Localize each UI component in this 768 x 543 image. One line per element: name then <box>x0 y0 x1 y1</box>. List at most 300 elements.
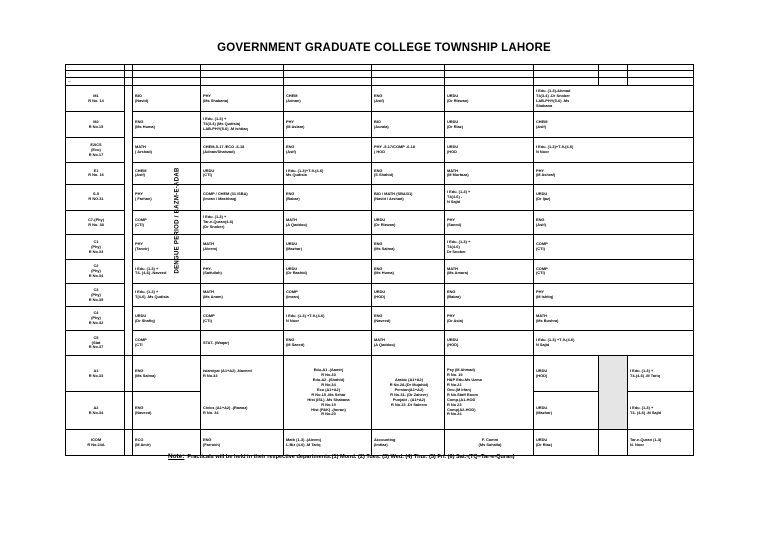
cell-line: R No.33 <box>88 248 104 254</box>
cell-line: Edu-A1 -(Aamir) <box>313 367 344 373</box>
cell-line: ENG <box>374 312 383 318</box>
timetable-cell <box>372 235 445 259</box>
timetable-cell <box>445 307 534 330</box>
timetable-cell <box>284 284 372 307</box>
timetable-cell <box>284 307 372 330</box>
cell-line: Tar-e-Quran(4-6) <box>203 219 234 225</box>
cell-line: (Navid / Arshad) <box>374 196 404 202</box>
cell-line: ENG <box>374 241 383 247</box>
timetable-cell <box>445 211 534 235</box>
cell-line: Psy (M Ahmad) <box>447 367 475 373</box>
cell-line: R No.34 <box>88 272 104 278</box>
timetable-cell <box>445 259 534 283</box>
timetable-cell <box>133 356 201 392</box>
cell-line: (Asif) <box>135 172 145 178</box>
timetable-cell <box>284 184 372 211</box>
cell-line: (M Ishtiq) <box>536 294 554 300</box>
cell-line: URDU <box>447 337 459 343</box>
timetable-cell <box>201 137 284 162</box>
cell-line: (M Murtaza) <box>447 172 469 178</box>
cell-line: I Edu. (1-3)+T-9-(4-6) <box>286 167 324 173</box>
cell-line: ENG <box>135 118 144 124</box>
timetable-cell <box>133 211 201 235</box>
empty-cell <box>125 392 133 430</box>
timetable-cell <box>284 235 372 259</box>
cell-line: ENG <box>374 265 383 271</box>
timetable-cell <box>372 137 445 162</box>
class-cell <box>66 112 125 137</box>
cell-line: (Dr Snober) <box>203 224 225 230</box>
cell-line: (CTI) <box>536 270 545 276</box>
cell-line: E1 <box>93 167 99 173</box>
page-title: GOVERNMENT GRADUATE COLLEGE TOWNSHIP LAHORE <box>217 42 551 54</box>
cell-line: C5 <box>93 334 99 340</box>
cell-line: PHY <box>286 118 294 124</box>
cell-line: Shabana <box>536 102 553 108</box>
cell-line: COMP <box>135 337 147 343</box>
cell-line: PHY <box>203 92 211 98</box>
cell-line: ENG <box>135 367 144 373</box>
timetable-cell <box>133 284 201 307</box>
cell-line: (CTI) <box>203 317 212 323</box>
timetable-cell <box>628 356 694 392</box>
cell-line: R No. 38 <box>88 221 104 227</box>
timetable-cell <box>372 259 445 283</box>
timetable-cell <box>133 330 201 355</box>
cell-line: R No.33 <box>203 373 218 378</box>
timetable-cell <box>534 330 694 355</box>
timetable-cell <box>534 284 694 307</box>
timetable-cell <box>534 235 694 259</box>
cell-line: N. Noor <box>630 441 645 447</box>
timetable-row <box>66 112 694 137</box>
cell-line: (Dr Riaz) <box>447 123 463 129</box>
timetable-cell <box>201 430 284 456</box>
cell-line: MATH <box>447 167 458 173</box>
empty-cell <box>125 356 133 392</box>
timetable-cell <box>201 235 284 259</box>
cell-line: URDU <box>536 436 548 442</box>
cell-line: LAB-PHY(5-6) -M Ishtiaq <box>203 126 248 132</box>
timetable-cell <box>628 430 694 456</box>
cell-line: C7-(Phy) <box>88 216 104 222</box>
cell-line: BIO <box>374 118 381 124</box>
cell-line: (HOD) <box>447 342 459 348</box>
timetable-cell <box>534 211 694 235</box>
cell-line: I Edu. (1-3) + <box>630 367 654 373</box>
cell-line: I Edu. (1-3) + <box>203 116 227 122</box>
timetable-cell <box>445 112 534 137</box>
timetable-cell <box>284 137 372 162</box>
cell-line: (Ms Shabana) <box>203 97 229 103</box>
cell-line: (A Qaddoo) <box>286 221 308 227</box>
cell-line: (Imtiaz) <box>374 441 388 447</box>
cell-line: ENG <box>536 216 545 222</box>
timetable-cell <box>534 163 694 184</box>
cell-line: I Edu. (1-3) + <box>630 404 654 410</box>
cell-line: (A Qaddoo) <box>374 342 396 348</box>
cell-line: ( HOD <box>374 149 386 155</box>
cell-line: MATH <box>203 289 214 295</box>
vertical-label: DENGUE PERIOD / BAZM-E-ADAB <box>174 167 181 274</box>
cell-line: R No.37 <box>88 344 104 350</box>
cell-line: (Naveed) <box>135 409 152 415</box>
cell-line: Hist (ISL) -Ms Shabana <box>307 396 350 402</box>
timetable-cell <box>201 112 284 137</box>
cell-line: PHY <box>447 312 455 318</box>
timetable-cell <box>372 284 445 307</box>
cell-line: R No.33 <box>88 372 104 378</box>
timetable-row <box>66 137 694 162</box>
cell-line: PHY -5-17/COMP -6-18 <box>374 144 415 150</box>
timetable-cell <box>133 430 201 456</box>
cell-line: STAT- (Waqar) <box>203 339 230 345</box>
cell-line: PHY <box>536 167 544 173</box>
cell-line: (M Saeed) <box>286 342 305 348</box>
cell-line: (Asif) <box>536 221 546 227</box>
empty-cell <box>534 77 599 85</box>
cell-line: M2 <box>93 118 99 124</box>
cell-line: E2ICS <box>90 141 102 147</box>
cell-line: ENG <box>203 436 212 442</box>
empty-cell <box>125 430 133 456</box>
cell-line: (Ms Salma) <box>374 246 395 252</box>
cell-line: COMP / CHEM (31 /SBA) <box>203 191 248 197</box>
timetable-cell <box>201 307 284 330</box>
cell-line: R No 23 <box>447 401 462 407</box>
cell-line: (Ms Amara) <box>447 270 469 276</box>
cell-line: ENG <box>447 289 456 295</box>
class-cell <box>66 259 125 283</box>
cell-line: R No. 19 <box>447 372 463 378</box>
class-cell <box>66 163 125 184</box>
cell-line: T4(3-4) (Ms Qudisia) <box>203 121 241 127</box>
cell-line: T4(3-4) -Dr Snober <box>536 92 570 98</box>
cell-line: (Babar) <box>447 294 461 300</box>
timetable-cell <box>372 330 445 355</box>
cell-line: (Imran) <box>286 294 300 300</box>
cell-line: C3 <box>93 286 99 292</box>
cell-line: (Imran / Mashhaq) <box>203 196 237 202</box>
class-cell <box>66 392 125 430</box>
timetable-row <box>66 284 694 307</box>
cell-line: A1 <box>93 367 99 373</box>
cell-line: URDU <box>447 92 459 98</box>
empty-cell <box>599 430 628 456</box>
timetable-cell <box>133 163 201 184</box>
cell-line: (Ms Bushra) <box>536 317 559 323</box>
timetable-cell <box>534 307 694 330</box>
cell-line: N Sajid <box>536 342 550 348</box>
cell-line: (HOD) <box>374 294 386 300</box>
cell-line: URDU <box>135 312 147 318</box>
cell-line: URDU <box>447 118 459 124</box>
cell-line: Eco (A1+A2) <box>316 386 341 392</box>
empty-cell <box>133 77 201 85</box>
timetable-row <box>66 330 694 355</box>
cell-line: R NO.31 <box>88 196 104 202</box>
timetable-cell <box>372 85 445 112</box>
cell-line: LAB-PHY(5-6) -Ms <box>536 97 570 103</box>
cell-line: H&P Edu-Ms Uzma <box>447 377 482 383</box>
cell-line: Punjabi - (A1+A2) <box>392 396 426 402</box>
cell-line: I Edu. (1-3) +T-9-(4-6) <box>536 337 575 343</box>
cell-line: R No.31- (Dr Zaheer) <box>390 391 428 397</box>
cell-line: CHEM <box>536 118 548 124</box>
cell-line: R No.34 <box>88 409 104 415</box>
cell-line: (Aleem) <box>203 246 218 252</box>
timetable-cell <box>372 430 445 456</box>
cell-line: R No.28-(Dr Mujahid) <box>389 382 429 388</box>
timetable-cell <box>284 330 372 355</box>
cell-line: (Babar) <box>286 196 300 202</box>
cell-line: A2 <box>93 404 99 410</box>
cell-line: (M Aslam) <box>286 123 305 129</box>
footer-note <box>168 453 514 460</box>
cell-line: COMP <box>203 312 215 318</box>
cell-line: Civics (A1+A2) -(Rawaz) <box>203 404 248 410</box>
cell-line: ENG <box>374 167 383 173</box>
cell-line: I Edu. (1-3)+T-9-(4-6) <box>536 144 574 150</box>
cell-line: (Aurala) <box>374 123 389 129</box>
cell-line: (CTI) <box>536 246 545 252</box>
cell-line: (M Ashraf) <box>536 172 556 178</box>
class-cell <box>66 85 125 112</box>
timetable-cell <box>133 392 201 430</box>
cell-line: Hist (PAK) -(Imran) <box>311 406 346 412</box>
cell-line: (Adnan/Shahzad) <box>203 149 235 155</box>
cell-line: R No.19 <box>321 401 336 407</box>
cell-line: (Saeed) <box>447 221 462 227</box>
cell-line: ENG <box>135 404 144 410</box>
timetable-row <box>66 184 694 211</box>
cell-line: URDU <box>374 216 386 222</box>
cell-line: (Tanvir) <box>135 246 149 252</box>
class-cell <box>66 330 125 355</box>
timetable-cell <box>534 184 694 211</box>
cell-line: R No.15 <box>88 123 104 129</box>
cell-line: R No.34 <box>321 382 336 388</box>
cell-line: (Mazhar) <box>536 409 552 415</box>
class-cell <box>66 137 125 162</box>
cell-line: (M Amir) <box>135 441 151 447</box>
cell-line: MATH <box>203 241 214 247</box>
cell-line: PHY <box>135 191 143 197</box>
timetable-row <box>66 163 694 184</box>
cell-line: PHY- <box>203 265 213 271</box>
timetable-cell <box>445 284 534 307</box>
timetable-cell <box>133 235 201 259</box>
cell-line: T4-(4-6) -M Tariq <box>630 372 660 378</box>
cell-line: T(4-6) -Ms Qudisia <box>135 294 169 300</box>
class-cell <box>66 430 125 456</box>
cell-line: T4- (4-6) -Naveed <box>135 270 167 276</box>
cell-line: Comp.(A1-HOD <box>447 396 476 402</box>
cell-line: I Edu. (1-3) + <box>135 289 159 295</box>
timetable-cell <box>534 392 599 430</box>
note-label: Note: <box>168 453 185 460</box>
timetable-cell <box>133 85 201 112</box>
cell-line: Edu-A2 -(Shahid) <box>312 377 345 383</box>
timetable-cell <box>372 356 445 430</box>
cell-line: R No.33 <box>321 372 336 378</box>
cell-line: N Noor <box>286 317 299 323</box>
cell-line: URDU <box>286 241 298 247</box>
cell-line: I Edu. (1-3) + <box>135 265 159 271</box>
timetable-cell <box>284 356 372 430</box>
empty-cell <box>599 77 628 85</box>
timetable-cell <box>534 85 694 112</box>
timetable-cell <box>445 163 534 184</box>
cell-line: L.Biz (4-6) -M Tariq <box>286 441 321 447</box>
header-mark: . <box>66 65 125 71</box>
cell-line: Accounting <box>374 436 396 442</box>
cell-line: R No.24 <box>447 411 462 417</box>
cell-line: ENG <box>374 92 383 98</box>
timetable-cell <box>284 430 372 456</box>
cell-line: ENG <box>286 191 295 197</box>
timetable-cell <box>201 356 284 392</box>
timetable-cell <box>445 137 534 162</box>
cell-line: URDU <box>536 404 548 410</box>
timetable-row <box>66 307 694 330</box>
cell-line: I Edu. (1-3) +T-9-(4-6) <box>286 312 325 318</box>
cell-line: T4(4-6) - <box>447 193 463 199</box>
note-text: Practicals will be held in their respective departments.(1) Mond. (2) Tues. (3) Wed. (4) Thur. (5) Fri. (6) Sat.-(TQ=Tar-e-Quran) <box>187 454 515 460</box>
cell-line: ECO <box>135 436 144 442</box>
cell-line: R No.32 <box>88 320 104 326</box>
cell-line: ENG <box>286 144 295 150</box>
timetable-cell <box>201 284 284 307</box>
timetable-cell <box>201 259 284 283</box>
cell-line: R No.15 -Ms Sehar <box>311 391 346 397</box>
cell-line: (Ms Huma) <box>135 123 155 129</box>
timetable-cell <box>534 430 599 456</box>
cell-line: (Asif) <box>536 123 546 129</box>
cell-line: MATH <box>536 312 547 318</box>
cell-line: MATH <box>286 216 297 222</box>
cell-line: (Ms Anam) <box>203 294 223 300</box>
timetable-cell <box>445 330 534 355</box>
cell-line: (Dr Rashid) <box>286 270 307 276</box>
cell-line: Ms Qudisia <box>286 172 307 178</box>
timetable-cell <box>372 211 445 235</box>
cell-line: URDU <box>536 367 548 373</box>
cell-line: COMP <box>536 265 548 271</box>
cell-line: R No.35 <box>88 296 104 302</box>
cell-line: R No. 14 <box>88 97 104 103</box>
cell-line: (Asif) <box>374 97 384 103</box>
timetable-cell <box>133 112 201 137</box>
cell-line: BIO <box>135 92 142 98</box>
cell-line: URDU <box>374 289 386 295</box>
timetable-cell <box>201 85 284 112</box>
cell-line: COMP <box>135 216 147 222</box>
cell-line: (Asif) <box>286 149 296 155</box>
cell-line: URDU <box>203 167 215 173</box>
cell-line: R No.20 <box>321 411 336 417</box>
cell-line: R No. 16 <box>88 172 104 178</box>
cell-line: (Phy) <box>91 291 101 297</box>
cell-line: ( Arshad) <box>135 149 152 155</box>
cell-line: (CTI) <box>203 172 212 178</box>
cell-line: (Phy) <box>91 243 101 249</box>
cell-line: COMP <box>286 289 298 295</box>
cell-line: MATH <box>447 265 458 271</box>
cell-line: (Dr Shafiq) <box>135 317 155 323</box>
cell-line: URDU <box>447 144 459 150</box>
cell-line: PHY <box>536 289 544 295</box>
cell-line: (Ms Salma) <box>135 372 156 378</box>
timetable-cell <box>534 259 694 283</box>
cell-line: I Edu. (1-3) + <box>203 214 227 220</box>
cell-line: ( Farhan) <box>135 196 152 202</box>
cell-line: I Edu. (1-3) + <box>447 188 471 194</box>
cell-line: C2 <box>93 263 99 269</box>
cell-line: (CTI) <box>135 221 144 227</box>
cell-line: (Eco) <box>91 146 101 152</box>
cell-line: S-5 <box>92 191 100 197</box>
cell-line: BIO / MATH (SBA/31) <box>374 191 413 197</box>
empty-cell <box>628 77 694 85</box>
timetable-cell <box>445 430 534 456</box>
timetable-cell <box>445 85 534 112</box>
timetable-cell <box>534 112 694 137</box>
cell-line: (S Shahid) <box>374 172 394 178</box>
cell-line: C1 <box>93 238 99 244</box>
timetable-row <box>66 235 694 259</box>
cell-line: PHY <box>447 216 455 222</box>
cell-line: MATH <box>135 144 146 150</box>
timetable-cell <box>133 137 201 162</box>
class-cell <box>66 235 125 259</box>
cell-line: (Phy) <box>91 315 101 321</box>
timetable-cell <box>534 356 599 392</box>
cell-line: R No.24A <box>87 441 105 447</box>
timetable-cell <box>534 137 694 162</box>
cell-line: Dr Snober <box>447 248 466 254</box>
cell-line: N Sajid <box>447 198 461 204</box>
timetable-cell <box>201 330 284 355</box>
timetable-cell <box>284 163 372 184</box>
cell-line: Tar-e-Quran (1-3) <box>630 436 662 442</box>
cell-line: T4(4-6) <box>447 243 460 249</box>
cell-line: M1 <box>93 92 99 98</box>
class-cell <box>66 307 125 330</box>
timetable-cell <box>133 307 201 330</box>
cell-line: URDU <box>536 191 548 197</box>
cell-line: CHEM <box>135 167 147 173</box>
timetable-cell <box>372 112 445 137</box>
cell-line: MATH <box>374 337 385 343</box>
timetable-cell <box>372 163 445 184</box>
cell-line: (Saifullah) <box>203 270 222 276</box>
cell-line: Comp(A2-HOD) <box>447 406 476 412</box>
timetable-cell <box>284 259 372 283</box>
cell-line: Arabic (A1+A2) <box>394 377 423 383</box>
cell-line: (Dr Rizwan) <box>447 97 469 103</box>
cell-line: (Naveed) <box>374 317 391 323</box>
cell-line: ENG <box>286 337 295 343</box>
class-cell <box>66 184 125 211</box>
timetable-cell <box>284 211 372 235</box>
cell-line: (Dr Ijaz) <box>536 196 551 202</box>
cell-line: R No. 34 <box>203 409 219 415</box>
cell-line: Islamiyat (A1+A2) -Naveed <box>203 368 252 374</box>
timetable-row <box>66 85 694 112</box>
class-cell <box>66 356 125 392</box>
cell-line: (Stat <box>91 339 101 345</box>
